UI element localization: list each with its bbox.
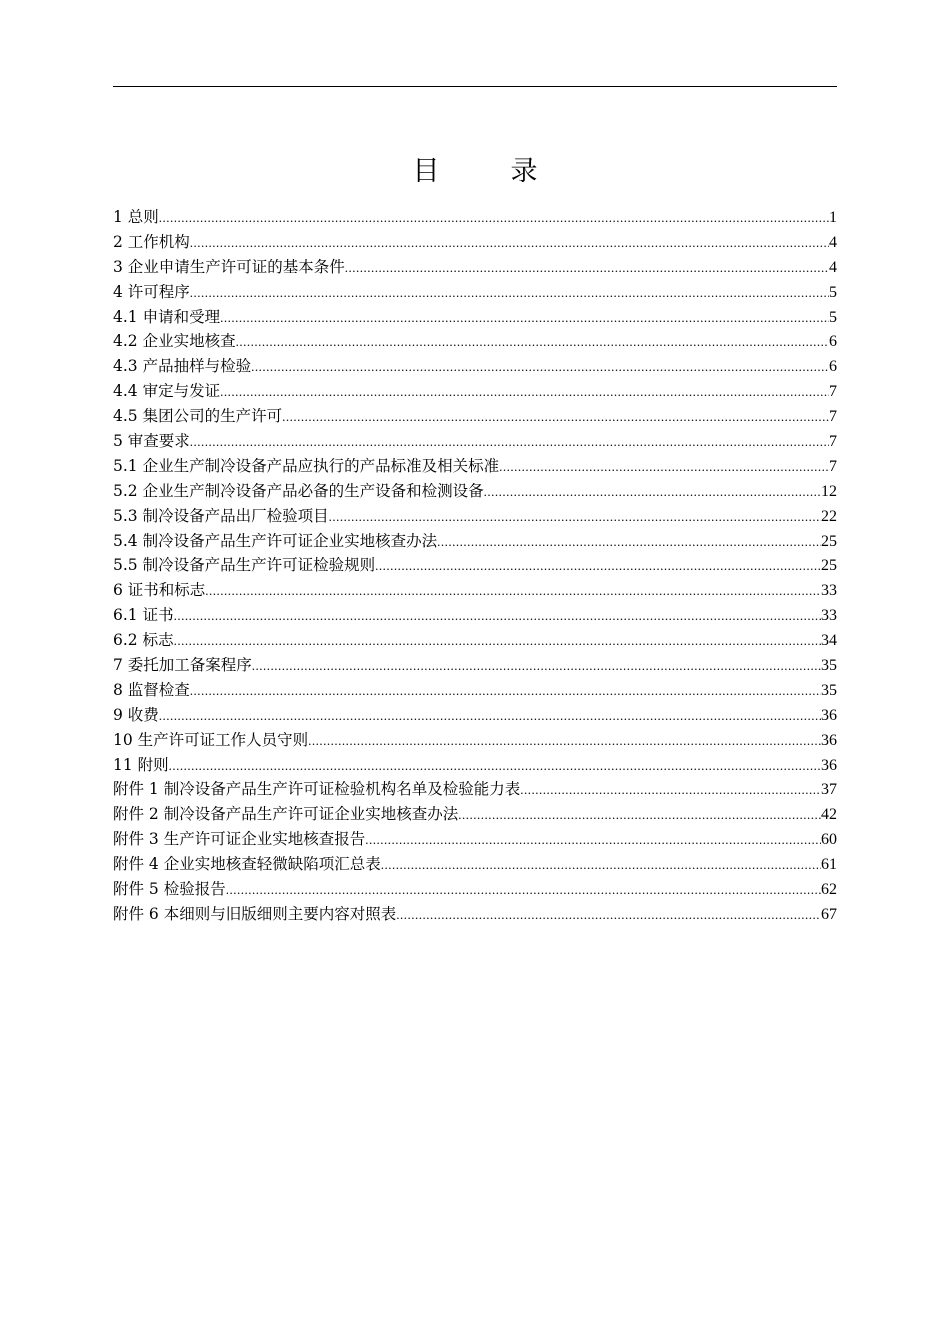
- toc-list: [113, 205, 837, 927]
- toc-leader: [365, 828, 821, 853]
- toc-leader: [174, 604, 821, 629]
- toc-entry[interactable]: [113, 280, 837, 305]
- toc-entry[interactable]: [113, 802, 837, 827]
- toc-entry-page: 4: [829, 233, 837, 251]
- toc-leader: [484, 480, 821, 505]
- toc-entry-page: 7: [829, 383, 837, 401]
- toc-entry-page: 37: [821, 781, 837, 799]
- toc-entry-label: 附件 4 企业实地核查轻微缺陷项汇总表: [113, 855, 381, 874]
- toc-entry-label: 4.2 企业实地核查: [113, 332, 236, 351]
- toc-leader: [437, 530, 821, 555]
- toc-entry-page: 34: [821, 632, 837, 650]
- toc-entry-label: 2 工作机构: [113, 232, 190, 251]
- toc-entry-page: 33: [821, 582, 837, 600]
- toc-entry[interactable]: [113, 877, 837, 902]
- toc-entry-page: 61: [821, 856, 837, 874]
- toc-entry-page: 25: [821, 557, 837, 575]
- toc-entry[interactable]: [113, 703, 837, 728]
- toc-entry-label: 11 附则: [113, 755, 169, 774]
- toc-entry-label: 8 监督检查: [113, 680, 190, 699]
- toc-entry-page: 1: [829, 209, 837, 226]
- toc-entry-label: 1 总则: [113, 208, 159, 226]
- toc-leader: [169, 754, 821, 779]
- toc-leader: [190, 430, 829, 455]
- toc-entry-page: 36: [821, 756, 837, 774]
- toc-entry-label: 5.1 企业生产制冷设备产品应执行的产品标准及相关标准: [113, 456, 500, 475]
- toc-entry[interactable]: [113, 827, 837, 852]
- toc-entry-page: 42: [821, 806, 837, 824]
- toc-entry-page: 22: [821, 507, 837, 525]
- toc-entry-label: 4 许可程序: [113, 282, 190, 301]
- toc-entry[interactable]: [113, 379, 837, 404]
- toc-leader: [329, 505, 821, 530]
- toc-leader: [308, 729, 821, 754]
- toc-entry[interactable]: [113, 305, 837, 330]
- toc-leader: [252, 654, 821, 679]
- toc-leader: [174, 629, 821, 654]
- toc-entry-label: 附件 1 制冷设备产品生产许可证检验机构名单及检验能力表: [113, 780, 521, 799]
- toc-entry[interactable]: [113, 479, 837, 504]
- toc-entry[interactable]: [113, 255, 837, 280]
- toc-entry-label: 7 委托加工备案程序: [113, 656, 252, 675]
- toc-entry-page: 60: [821, 831, 837, 849]
- toc-entry-label: 6.2 标志: [113, 631, 174, 650]
- toc-entry-label: 5.2 企业生产制冷设备产品必备的生产设备和检测设备: [113, 481, 484, 500]
- toc-entry-page: 6: [829, 333, 837, 351]
- toc-entry[interactable]: [113, 628, 837, 653]
- toc-entry[interactable]: [113, 354, 837, 379]
- toc-entry-label: 9 收费: [113, 705, 159, 724]
- toc-leader: [226, 878, 821, 903]
- toc-entry-label: 5.5 制冷设备产品生产许可证检验规则: [113, 556, 376, 575]
- toc-leader: [205, 579, 821, 604]
- toc-title: 目 录: [412, 156, 560, 187]
- toc-entry-label: 5.3 制冷设备产品出厂检验项目: [113, 506, 329, 525]
- header-rule: [113, 86, 837, 87]
- toc-entry-label: 6 证书和标志: [113, 581, 206, 600]
- toc-entry-label: 4.3 产品抽样与检验: [113, 357, 252, 376]
- toc-entry[interactable]: [113, 603, 837, 628]
- toc-leader: [282, 405, 829, 430]
- toc-leader: [236, 330, 829, 355]
- toc-entry[interactable]: [113, 205, 837, 230]
- toc-entry-page: 7: [829, 408, 837, 426]
- toc-leader: [381, 853, 821, 878]
- toc-entry[interactable]: [113, 852, 837, 877]
- toc-entry[interactable]: [113, 728, 837, 753]
- toc-entry-page: 5: [829, 283, 837, 301]
- toc-entry-page: 67: [821, 905, 837, 923]
- toc-entry[interactable]: [113, 777, 837, 802]
- toc-leader: [499, 455, 829, 480]
- toc-leader: [190, 231, 829, 256]
- toc-entry[interactable]: [113, 329, 837, 354]
- toc-leader: [159, 206, 829, 231]
- toc-entry-page: 62: [821, 881, 837, 899]
- toc-entry-label: 5 审查要求: [113, 432, 190, 451]
- toc-entry-label: 4.4 审定与发证: [113, 382, 221, 401]
- toc-leader: [159, 704, 821, 729]
- toc-entry-page: 36: [821, 731, 837, 749]
- toc-entry[interactable]: [113, 653, 837, 678]
- toc-entry-label: 附件 6 本细则与旧版细则主要内容对照表: [113, 904, 397, 923]
- toc-entry-label: 附件 2 制冷设备产品生产许可证企业实地核查办法: [113, 805, 459, 824]
- toc-entry-page: 7: [829, 433, 837, 451]
- toc-entry-page: 25: [821, 532, 837, 550]
- toc-entry[interactable]: [113, 454, 837, 479]
- toc-entry[interactable]: [113, 529, 837, 554]
- toc-entry-label: 10 生产许可证工作人员守则: [113, 730, 309, 749]
- toc-entry[interactable]: [113, 678, 837, 703]
- toc-entry[interactable]: [113, 404, 837, 429]
- toc-entry[interactable]: [113, 553, 837, 578]
- toc-leader: [520, 778, 821, 803]
- toc-entry-label: 6.1 证书: [113, 606, 174, 625]
- toc-entry-page: 6: [829, 358, 837, 376]
- toc-entry-label: 4.1 申请和受理: [113, 307, 221, 326]
- toc-entry-page: 36: [821, 706, 837, 724]
- toc-entry[interactable]: [113, 429, 837, 454]
- toc-leader: [251, 355, 829, 380]
- toc-entry-label: 3 企业申请生产许可证的基本条件: [113, 257, 345, 276]
- toc-entry[interactable]: [113, 504, 837, 529]
- toc-leader: [345, 256, 829, 281]
- toc-entry-page: 5: [829, 308, 837, 326]
- toc-leader: [190, 679, 821, 704]
- toc-entry[interactable]: [113, 902, 837, 927]
- toc-entry-page: 12: [821, 482, 837, 500]
- toc-entry-label: 4.5 集团公司的生产许可: [113, 407, 283, 426]
- toc-leader: [458, 803, 821, 828]
- toc-entry-label: 附件 5 检验报告: [113, 880, 226, 899]
- toc-leader: [375, 554, 821, 579]
- toc-entry-label: 附件 3 生产许可证企业实地核查报告: [113, 830, 366, 849]
- toc-leader: [396, 903, 821, 928]
- toc-entry-page: 7: [829, 457, 837, 475]
- toc-entry[interactable]: [113, 753, 837, 778]
- toc-entry-page: 33: [821, 607, 837, 625]
- toc-entry-label: 5.4 制冷设备产品生产许可证企业实地核查办法: [113, 531, 438, 550]
- toc-entry[interactable]: [113, 578, 837, 603]
- toc-leader: [220, 306, 829, 331]
- toc-leader: [190, 281, 829, 306]
- toc-entry-page: 35: [821, 657, 837, 675]
- toc-entry-page: 4: [829, 258, 837, 276]
- toc-leader: [220, 380, 829, 405]
- toc-entry[interactable]: [113, 230, 837, 255]
- toc-entry-page: 35: [821, 681, 837, 699]
